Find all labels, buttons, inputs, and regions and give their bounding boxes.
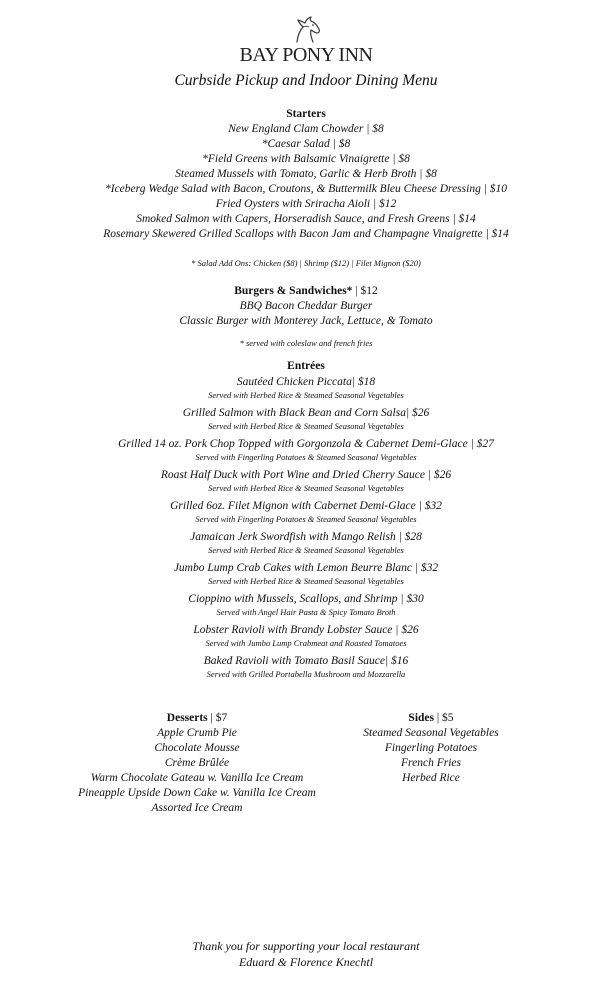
entree-name: Sautéed Chicken Piccata| $18 xyxy=(236,376,376,388)
starter-item: Fried Oysters with Sriracha Aioli | $12 xyxy=(215,198,397,210)
entree-side: Served with Jumbo Lump Crabmeat and Roasted Tomatoes xyxy=(205,638,407,648)
side-item: Fingerling Potatoes xyxy=(384,742,478,754)
dessert-item: Apple Crumb Pie xyxy=(157,727,237,739)
desserts-title: Desserts xyxy=(166,712,208,724)
starter-item: *Caesar Salad | $8 xyxy=(261,138,351,150)
entree-side: Served with Angel Hair Pasta & Spicy Tomato Broth xyxy=(216,607,396,617)
dessert-item: Assorted Ice Cream xyxy=(151,802,243,814)
entree-name: Baked Ravioli with Tomato Basil Sauce| $16 xyxy=(203,655,409,667)
footer xyxy=(0,938,612,970)
logo xyxy=(0,14,612,67)
desserts-price: | $7 xyxy=(207,712,228,724)
entree-name: Jumbo Lump Crab Cakes with Lemon Beurre Blanc | $32 xyxy=(173,562,439,574)
entrees-title: Entrées xyxy=(287,360,325,372)
burgers-note: * served with coleslaw and french fries xyxy=(239,338,373,348)
side-item: Herbed Rice xyxy=(402,772,460,784)
entree-side: Served with Grilled Portabella Mushroom and Mozzarella xyxy=(206,669,406,679)
entree-name: Lobster Ravioli with Brandy Lobster Sauce | $26 xyxy=(193,624,419,636)
entree-name: Grilled 6oz. Filet Mignon with Cabernet Demi-Glace | $32 xyxy=(170,500,442,512)
entree-side: Served with Herbed Rice & Steamed Seasonal Vegetables xyxy=(208,545,404,555)
menu-subtitle: Curbside Pickup and Indoor Dining Menu xyxy=(174,72,438,89)
sides-section xyxy=(341,711,521,786)
starter-item: *Field Greens with Balsamic Vinaigrette | $8 xyxy=(202,153,410,165)
desserts-section xyxy=(57,711,337,816)
footer-owners: Eduard & Florence Knechtl xyxy=(238,955,374,969)
starter-item: New England Clam Chowder | $8 xyxy=(228,123,384,135)
dessert-item: Chocolate Mousse xyxy=(154,742,240,754)
entree-name: Roast Half Duck with Port Wine and Dried Cherry Sauce | $26 xyxy=(160,469,452,481)
brand-name: BAY PONY INN xyxy=(239,44,373,66)
burger-item: Classic Burger with Monterey Jack, Lettuce, & Tomato xyxy=(179,315,433,327)
side-item: Steamed Seasonal Vegetables xyxy=(363,727,499,739)
burgers-section xyxy=(0,284,612,329)
side-item: French Fries xyxy=(401,757,461,769)
starters-title: Starters xyxy=(286,108,326,120)
dessert-item: Warm Chocolate Gateau w. Vanilla Ice Cream xyxy=(90,772,304,784)
entrees-section xyxy=(0,359,612,680)
sides-title: Sides xyxy=(408,712,434,724)
dessert-item: Pineapple Upside Down Cake w. Vanilla Ice Cream xyxy=(78,787,316,799)
salad-addons-note: * Salad Add Ons: Chicken ($8) | Shrimp ($12) | Filet Mignon ($20) xyxy=(191,258,421,268)
entree-name: Cioppino with Mussels, Scallops, and Shrimp | $30 xyxy=(188,593,424,605)
entree-side: Served with Herbed Rice & Steamed Seasonal Vegetables xyxy=(208,483,404,493)
starters-section xyxy=(0,107,612,242)
burger-item: BBQ Bacon Cheddar Burger xyxy=(239,300,373,312)
entree-side: Served with Herbed Rice & Steamed Seasonal Vegetables xyxy=(208,576,404,586)
entree-name: Grilled Salmon with Black Bean and Corn Salsa| $26 xyxy=(182,407,430,419)
dessert-item: Crème Brûlée xyxy=(164,757,230,769)
starter-item: Rosemary Skewered Grilled Scallops with Bacon Jam and Champagne Vinaigrette | $14 xyxy=(103,228,509,240)
starter-item: Smoked Salmon with Capers, Horseradish Sauce, and Fresh Greens | $14 xyxy=(136,213,476,225)
entree-side: Served with Fingerling Potatoes & Steamed Seasonal Vegetables xyxy=(195,514,417,524)
entree-side: Served with Herbed Rice & Steamed Seasonal Vegetables xyxy=(208,390,404,400)
footer-thanks: Thank you for supporting your local restaurant xyxy=(192,939,420,953)
burgers-title: Burgers & Sandwiches* xyxy=(234,285,353,297)
starter-item: Steamed Mussels with Tomato, Garlic & Herb Broth | $8 xyxy=(175,168,437,180)
burgers-price: | $12 xyxy=(352,285,378,297)
entree-name: Grilled 14 oz. Pork Chop Topped with Gorgonzola & Cabernet Demi-Glace | $27 xyxy=(118,438,494,450)
entree-name: Jamaican Jerk Swordfish with Mango Relish | $28 xyxy=(190,531,422,543)
horse-head-icon xyxy=(289,14,323,44)
entree-side: Served with Fingerling Potatoes & Steamed Seasonal Vegetables xyxy=(195,452,417,462)
starter-item: *Iceberg Wedge Salad with Bacon, Croutons, & Buttermilk Bleu Cheese Dressing | $10 xyxy=(105,183,507,195)
entree-side: Served with Herbed Rice & Steamed Seasonal Vegetables xyxy=(208,421,404,431)
sides-price: | $5 xyxy=(434,712,454,724)
